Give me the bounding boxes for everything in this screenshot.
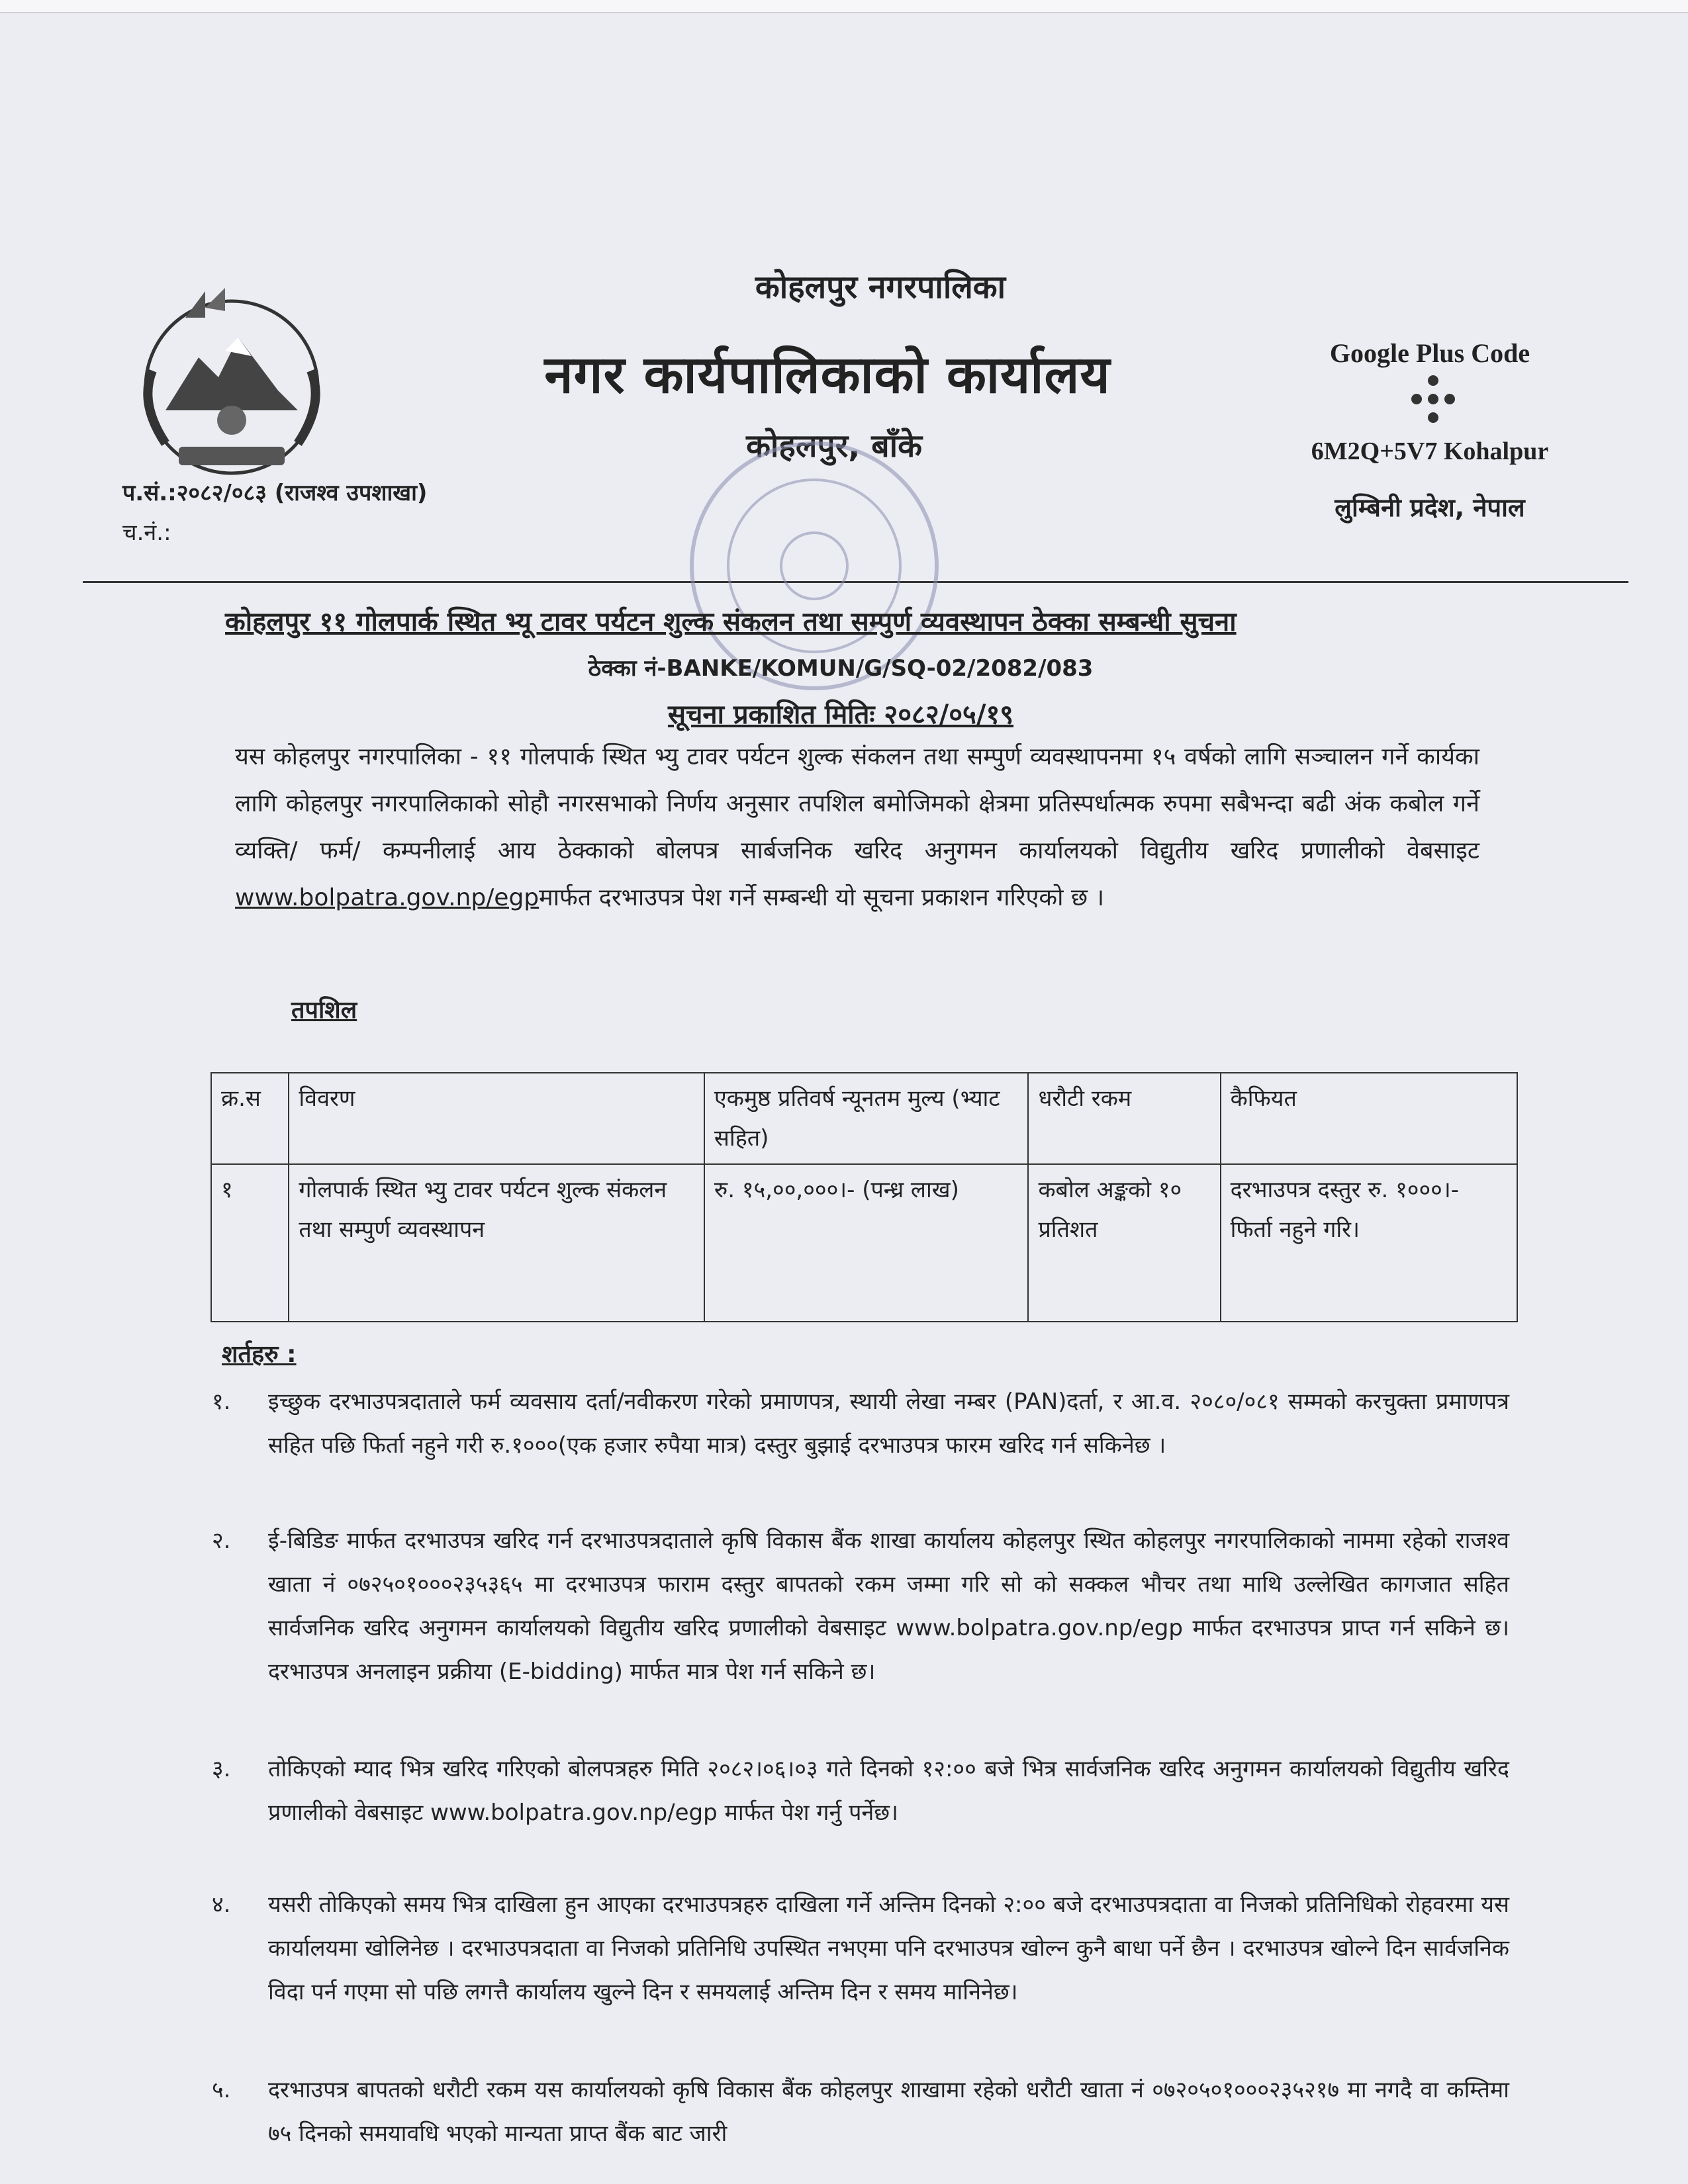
table-cell: दरभाउपत्र दस्तुर रु. १०००।- फिर्ता नहुने गरि। <box>1221 1164 1517 1322</box>
condition-number: ४. <box>212 1891 231 1918</box>
condition-text: यसरी तोकिएको समय भित्र दाखिला हुन आएका दरभाउपत्रहरु दाखिला गर्ने अन्तिम दिनको २:०० बजे दरभाउपत्रदाता वा निजको प्रतिनिधिको रोहवरमा यस कार्यालयमा खोलिनेछ । दरभाउपत्रदाता वा निजको प्रतिनिधि उपस्थित नभएमा पनि दरभाउपत्र खोल्न कुनै बाधा पर्ने छैन । दरभाउपत्र खोल्ने दिन सार्वजनिक विदा पर्न गएमा सो पछि लगत्तै कार्यालय खुल्ने दिन र समयलाई अन्तिम दिन र समय मानिनेछ। <box>268 1891 1509 2005</box>
condition-item <box>212 1519 1509 1694</box>
condition-number: १. <box>212 1388 231 1415</box>
contract-number: ठेक्का नं-BANKE/KOMUN/G/SQ-02/2082/083 <box>588 655 1094 682</box>
table-header-cell: कैफियत <box>1221 1073 1517 1164</box>
nepal-emblem-icon <box>126 278 338 490</box>
condition-number: ५. <box>212 2077 231 2103</box>
table-cell: कबोल अङ्कको १० प्रतिशत <box>1028 1164 1220 1322</box>
table-header-row <box>211 1073 1517 1164</box>
condition-item <box>212 1883 1509 2014</box>
table-header-cell: क्र.स <box>211 1073 289 1164</box>
condition-text: तोकिएको म्याद भित्र खरिद गरिएको बोलपत्रहरु मिति २०८२।०६।०३ गते दिनको १२:०० बजे भित्र सार्वजनिक खरिद अनुगमन कार्यालयको विद्युतीय खरिद प्रणालीको वेबसाइट www.bolpatra.gov.np/egp मार्फत पेश गर्नु पर्नेछ। <box>268 1756 1509 1826</box>
condition-item <box>212 1747 1509 1835</box>
publish-date: सूचना प्रकाशित मितिः २०८२/०५/१९ <box>667 700 1014 730</box>
plus-code-dots-icon <box>1403 374 1463 427</box>
table-cell: रु. १५,००,०००।- (पन्ध्र लाख) <box>704 1164 1029 1322</box>
table-header-cell: विवरण <box>289 1073 704 1164</box>
scan-edge <box>0 0 1688 13</box>
details-heading: तपशिल <box>291 997 357 1024</box>
condition-text: ई-बिडिङ मार्फत दरभाउपत्र खरिद गर्न दरभाउपत्रदाताले कृषि विकास बैंक शाखा कार्यालय कोहलपुर स्थित कोहलपुर नगरपालिकाको नाममा रहेको राजश्व खाता नं ०७२५०१०००२३५३६५ मा दरभाउपत्र फाराम दस्तुर बापतको रकम जम्मा गरि सो को सक्कल भौचर तथा माथि उल्लेखित कागजात सहित सार्वजनिक खरिद अनुगमन कार्यालयको विद्युतीय खरिद प्रणालीको वेबसाइट www.bolpatra.gov.np/egp मार्फत दरभाउपत्र प्राप्त गर्न सकिने छ। दरभाउपत्र अनलाइन प्रक्रीया (E-bidding) मार्फत मात्र पेश गर्न सकिने छ। <box>268 1527 1509 1685</box>
reference-number: प.सं.:२०८२/०८३ (राजश्व उपशाखा) <box>122 480 428 506</box>
org-location: कोहलपुर, बाँके <box>746 428 922 465</box>
table-header-cell: एकमुष्ठ प्रतिवर्ष न्यूनतम मुल्य (भ्याट सहित) <box>704 1073 1029 1164</box>
paragraph-text: यस कोहलपुर नगरपालिका - ११ गोलपार्क स्थित भ्यु टावर पर्यटन शुल्क संकलन तथा सम्पुर्ण व्यवस्थापनमा १५ वर्षको लागि सञ्चालन गर्ने कार्यका लागि कोहलपुर नगरपालिकाको सोहौ नगरसभाको निर्णय अनुसार तपशिल बमोजिमको क्षेत्रमा प्रतिस्पर्धात्मक रुपमा सबैभन्दा बढी अंक कबोल गर्ने व्यक्ति/ फर्म/ कम्पनीलाई आय ठेक्काको बोलपत्र सार्बजनिक खरिद अनुगमन कार्यालयको विद्युतीय खरिद प्रणालीको वेबसाइट <box>235 743 1479 864</box>
org-name-small: कोहलपुर नगरपालिका <box>755 269 1006 306</box>
org-name-big: नगर कार्यपालिकाको कार्यालय <box>544 345 1111 405</box>
plus-code-title: Google Plus Code <box>1329 338 1530 368</box>
details-table <box>211 1072 1518 1322</box>
bolpatra-link[interactable]: www.bolpatra.gov.np/egp <box>235 884 539 911</box>
condition-item <box>212 2068 1509 2156</box>
table-header-cell: धरौटी रकम <box>1028 1073 1220 1164</box>
province: लुम्बिनी प्रदेश, नेपाल <box>1335 493 1525 522</box>
condition-number: २. <box>212 1527 231 1554</box>
notice-title: कोहलपुर ११ गोलपार्क स्थित भ्यू टावर पर्यटन शुल्क संकलन तथा सम्पुर्ण व्यवस्थापन ठेक्का सम्बन्धी सुचना <box>225 607 1237 637</box>
condition-number: ३. <box>212 1756 231 1782</box>
condition-item <box>212 1380 1509 1467</box>
table-cell: गोलपार्क स्थित भ्यु टावर पर्यटन शुल्क संकलन तथा सम्पुर्ण व्यवस्थापन <box>289 1164 704 1322</box>
table-row <box>211 1164 1517 1322</box>
dispatch-number: च.नं.: <box>122 520 171 546</box>
condition-text: दरभाउपत्र बापतको धरौटी रकम यस कार्यालयको कृषि विकास बैंक कोहलपुर शाखामा रहेको धरौटी खाता नं ०७२०५०१०००२३५२१७ मा नगदै वा कम्तिमा ७५ दिनको समयावधि भएको मान्यता प्राप्त बैंक बाट जारी <box>268 2077 1509 2147</box>
paragraph-tail: मार्फत दरभाउपत्र पेश गर्ने सम्बन्धी यो सूचना प्रकाशन गरिएको छ । <box>539 884 1105 911</box>
plus-code: 6M2Q+5V7 Kohalpur <box>1311 437 1549 465</box>
conditions-heading: शर्तहरु : <box>222 1341 297 1368</box>
notice-paragraph <box>235 733 1479 921</box>
table-cell: १ <box>211 1164 289 1322</box>
condition-text: इच्छुक दरभाउपत्रदाताले फर्म व्यवसाय दर्ता/नवीकरण गरेको प्रमाणपत्र, स्थायी लेखा नम्बर (PAN)दर्ता, र आ.व. २०८०/०८१ सम्मको करचुक्ता प्रमाणपत्र सहित पछि फिर्ता नहुने गरी रु.१०००(एक हजार रुपैया मात्र) दस्तुर बुझाई दरभाउपत्र फारम खरिद गर्न सकिनेछ । <box>268 1388 1509 1459</box>
